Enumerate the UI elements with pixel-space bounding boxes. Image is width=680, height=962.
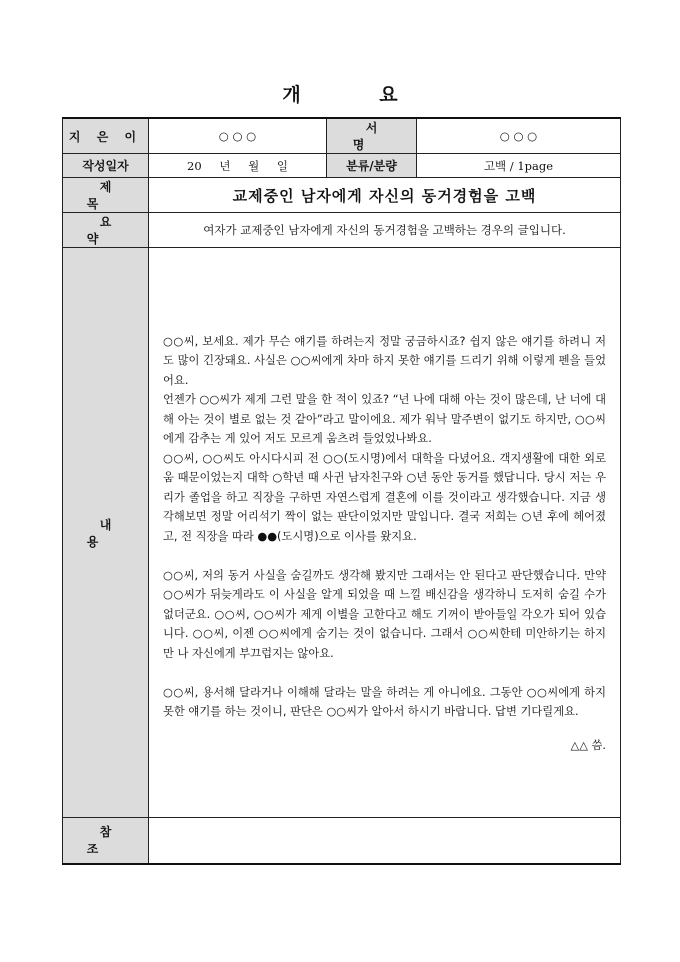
reference-row <box>63 818 621 864</box>
author-row <box>63 118 621 154</box>
reference-value <box>149 818 621 864</box>
letter-body <box>149 310 620 756</box>
title-row <box>63 178 621 213</box>
date-value: 20 년 월 일 <box>149 154 327 178</box>
category-label: 분류/분량 <box>327 154 417 178</box>
content-cell <box>149 248 621 818</box>
letter-paragraph: ○○씨, 보세요. 제가 무슨 얘기를 하려는지 정말 궁금하시죠? 쉽지 않은 얘기를 하려니 저도 많이 긴장돼요. 사실은 ○○씨에게 차마 하지 못한 얘기를 드리기 위해 이렇게 펜을 들었어요. <box>163 334 606 387</box>
paragraph-gap <box>163 663 606 683</box>
author-value: ○ ○ ○ <box>149 118 327 154</box>
author-label: 지 은 이 <box>63 118 149 154</box>
document-form-table <box>62 117 621 865</box>
content-row <box>63 248 621 818</box>
summary-label: 요 약 <box>63 213 149 248</box>
content-label: 내 용 <box>63 248 149 818</box>
letter-paragraph: ○○씨, ○○씨도 아시다시피 전 ○○(도시명)에서 대학을 다녔어요. 객지생활에 대한 외로움 때문이었는지 대학 ○학년 때 사귄 남자친구와 ○년 동안 동거를 했답니다. 당시 저는 우리가 졸업을 하고 직장을 구하면 자연스럽게 결혼에 이를 것이라고 생각했습니다. 지금 생각해보면 정말 어리석기 짝이 없는 판단이었지만 말입니다. 결국 저희는 ○년 후에 헤어졌고, 전 직장을 따라 ●●(도시명)으로 이사를 왔지요. <box>163 451 606 543</box>
summary-row <box>63 213 621 248</box>
letter-signature: △△ 씀. <box>570 738 606 752</box>
paragraph-gap <box>163 546 606 566</box>
reference-label: 참 조 <box>63 818 149 864</box>
category-value: 고백 / 1page <box>417 154 621 178</box>
title-label: 제 목 <box>63 178 149 213</box>
document-title: 개 요 <box>282 84 434 106</box>
signature-value: ○ ○ ○ <box>417 118 621 154</box>
letter-paragraph: ○○씨, 저의 동거 사실을 숨길까도 생각해 봤지만 그래서는 안 된다고 판단했습니다. 만약 ○○씨가 뒤늦게라도 이 사실을 알게 되었을 때 느낄 배신감을 생각하니 도저히 숨길 수가 없더군요. ○○씨, ○○씨가 제게 이별을 고한다고 해도 기꺼이 받아들일 각오가 되어 있습니다. ○○씨, 이젠 ○○씨에게 숨기는 것이 없습니다. 그래서 ○○씨한테 미안하기는 하지만 나 자신에게 부끄럽지는 않아요. <box>163 568 606 660</box>
date-row <box>63 154 621 178</box>
summary-value: 여자가 교제중인 남자에게 자신의 동거경험을 고백하는 경우의 글입니다. <box>149 213 621 248</box>
signature-label: 서 명 <box>327 118 417 154</box>
letter-paragraph: 언젠가 ○○씨가 제게 그런 말을 한 적이 있죠? “넌 나에 대해 아는 것이 많은데, 난 너에 대해 아는 것이 별로 없는 것 같아”라고 말이에요. 제가 워낙 말주변이 없기도 하지만, ○○씨에게 감추는 게 있어 저도 모르게 움츠려 들었었나봐요. <box>163 393 606 446</box>
date-label: 작성일자 <box>63 154 149 178</box>
letter-paragraph: ○○씨, 용서해 달라거나 이해해 달라는 말을 하려는 게 아니에요. 그동안 ○○씨에게 하지 못한 얘기를 하는 것이니, 판단은 ○○씨가 알아서 하시기 바랍니다. 답변 기다릴게요. <box>163 685 606 719</box>
title-value: 교제중인 남자에게 자신의 동거경험을 고백 <box>149 178 621 213</box>
